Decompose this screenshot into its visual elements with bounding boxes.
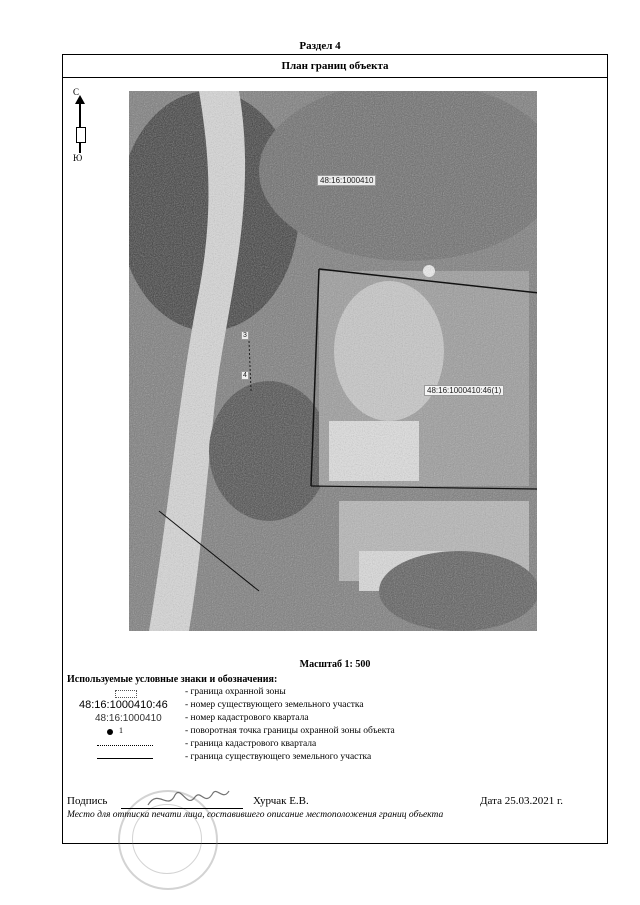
cadastral-quarter-label: 48:16:1000410 (317, 175, 376, 186)
turning-point-label: 3 (243, 332, 247, 339)
map-scale: Масштаб 1: 500 (299, 659, 371, 670)
legend-item-text: - граница кадастрового квартала (185, 739, 317, 749)
legend-symbol (67, 752, 185, 765)
legend-title: Используемые условные знаки и обозначения: (67, 674, 278, 685)
legend-item (67, 752, 587, 765)
legend-symbol (67, 713, 185, 726)
compass-south-label: Ю (73, 153, 83, 163)
parcel-number-label: 48:16:1000410:46(1) (424, 385, 504, 396)
page-title: План границ объекта (63, 55, 607, 78)
compass-marker (76, 127, 86, 143)
legend-item-text: - номер существующего земельного участка (185, 700, 364, 710)
legend-item-text: - номер кадастрового квартала (185, 713, 309, 723)
north-arrow-icon (71, 87, 91, 167)
solid-line-icon (97, 758, 153, 759)
legend-item (67, 713, 587, 726)
aerial-photo-map (129, 91, 537, 631)
signature-row (67, 795, 603, 811)
section-label: Раздел 4 (299, 40, 341, 52)
legend-symbol (67, 700, 185, 713)
document-date: Дата 25.03.2021 г. (480, 795, 563, 807)
legend-item (67, 726, 587, 739)
dotted-line-icon (97, 745, 153, 746)
legend-item-text: - граница существующего земельного участка (185, 752, 372, 762)
parcel-number-symbol: 48:16:1000410:46 (79, 699, 168, 711)
stamp-place-note: Место для оттиска печати лица, составившего описание местоположения границ объекта (67, 810, 444, 820)
turning-point-label: 4 (243, 372, 247, 379)
legend-item-text: - поворотная точка границы охранной зоны объекта (185, 726, 395, 736)
signer-name: Хурчак Е.В. (253, 795, 309, 807)
turning-point-icon (107, 729, 113, 735)
legend-symbol (67, 726, 185, 739)
protection-zone-symbol (115, 690, 137, 698)
signature-line (121, 808, 243, 809)
document-frame (62, 54, 608, 844)
legend-item (67, 700, 587, 713)
compass-shaft (79, 97, 81, 153)
compass-north-label: С (73, 87, 80, 97)
legend-item (67, 739, 587, 752)
turning-point-number: 1 (119, 726, 123, 735)
signature-label: Подпись (67, 795, 108, 807)
legend-item-text: - граница охранной зоны (185, 687, 286, 697)
legend (67, 687, 587, 765)
legend-symbol (67, 739, 185, 752)
aerial-photo-image (129, 91, 537, 631)
quarter-number-symbol: 48:16:1000410 (95, 713, 162, 724)
